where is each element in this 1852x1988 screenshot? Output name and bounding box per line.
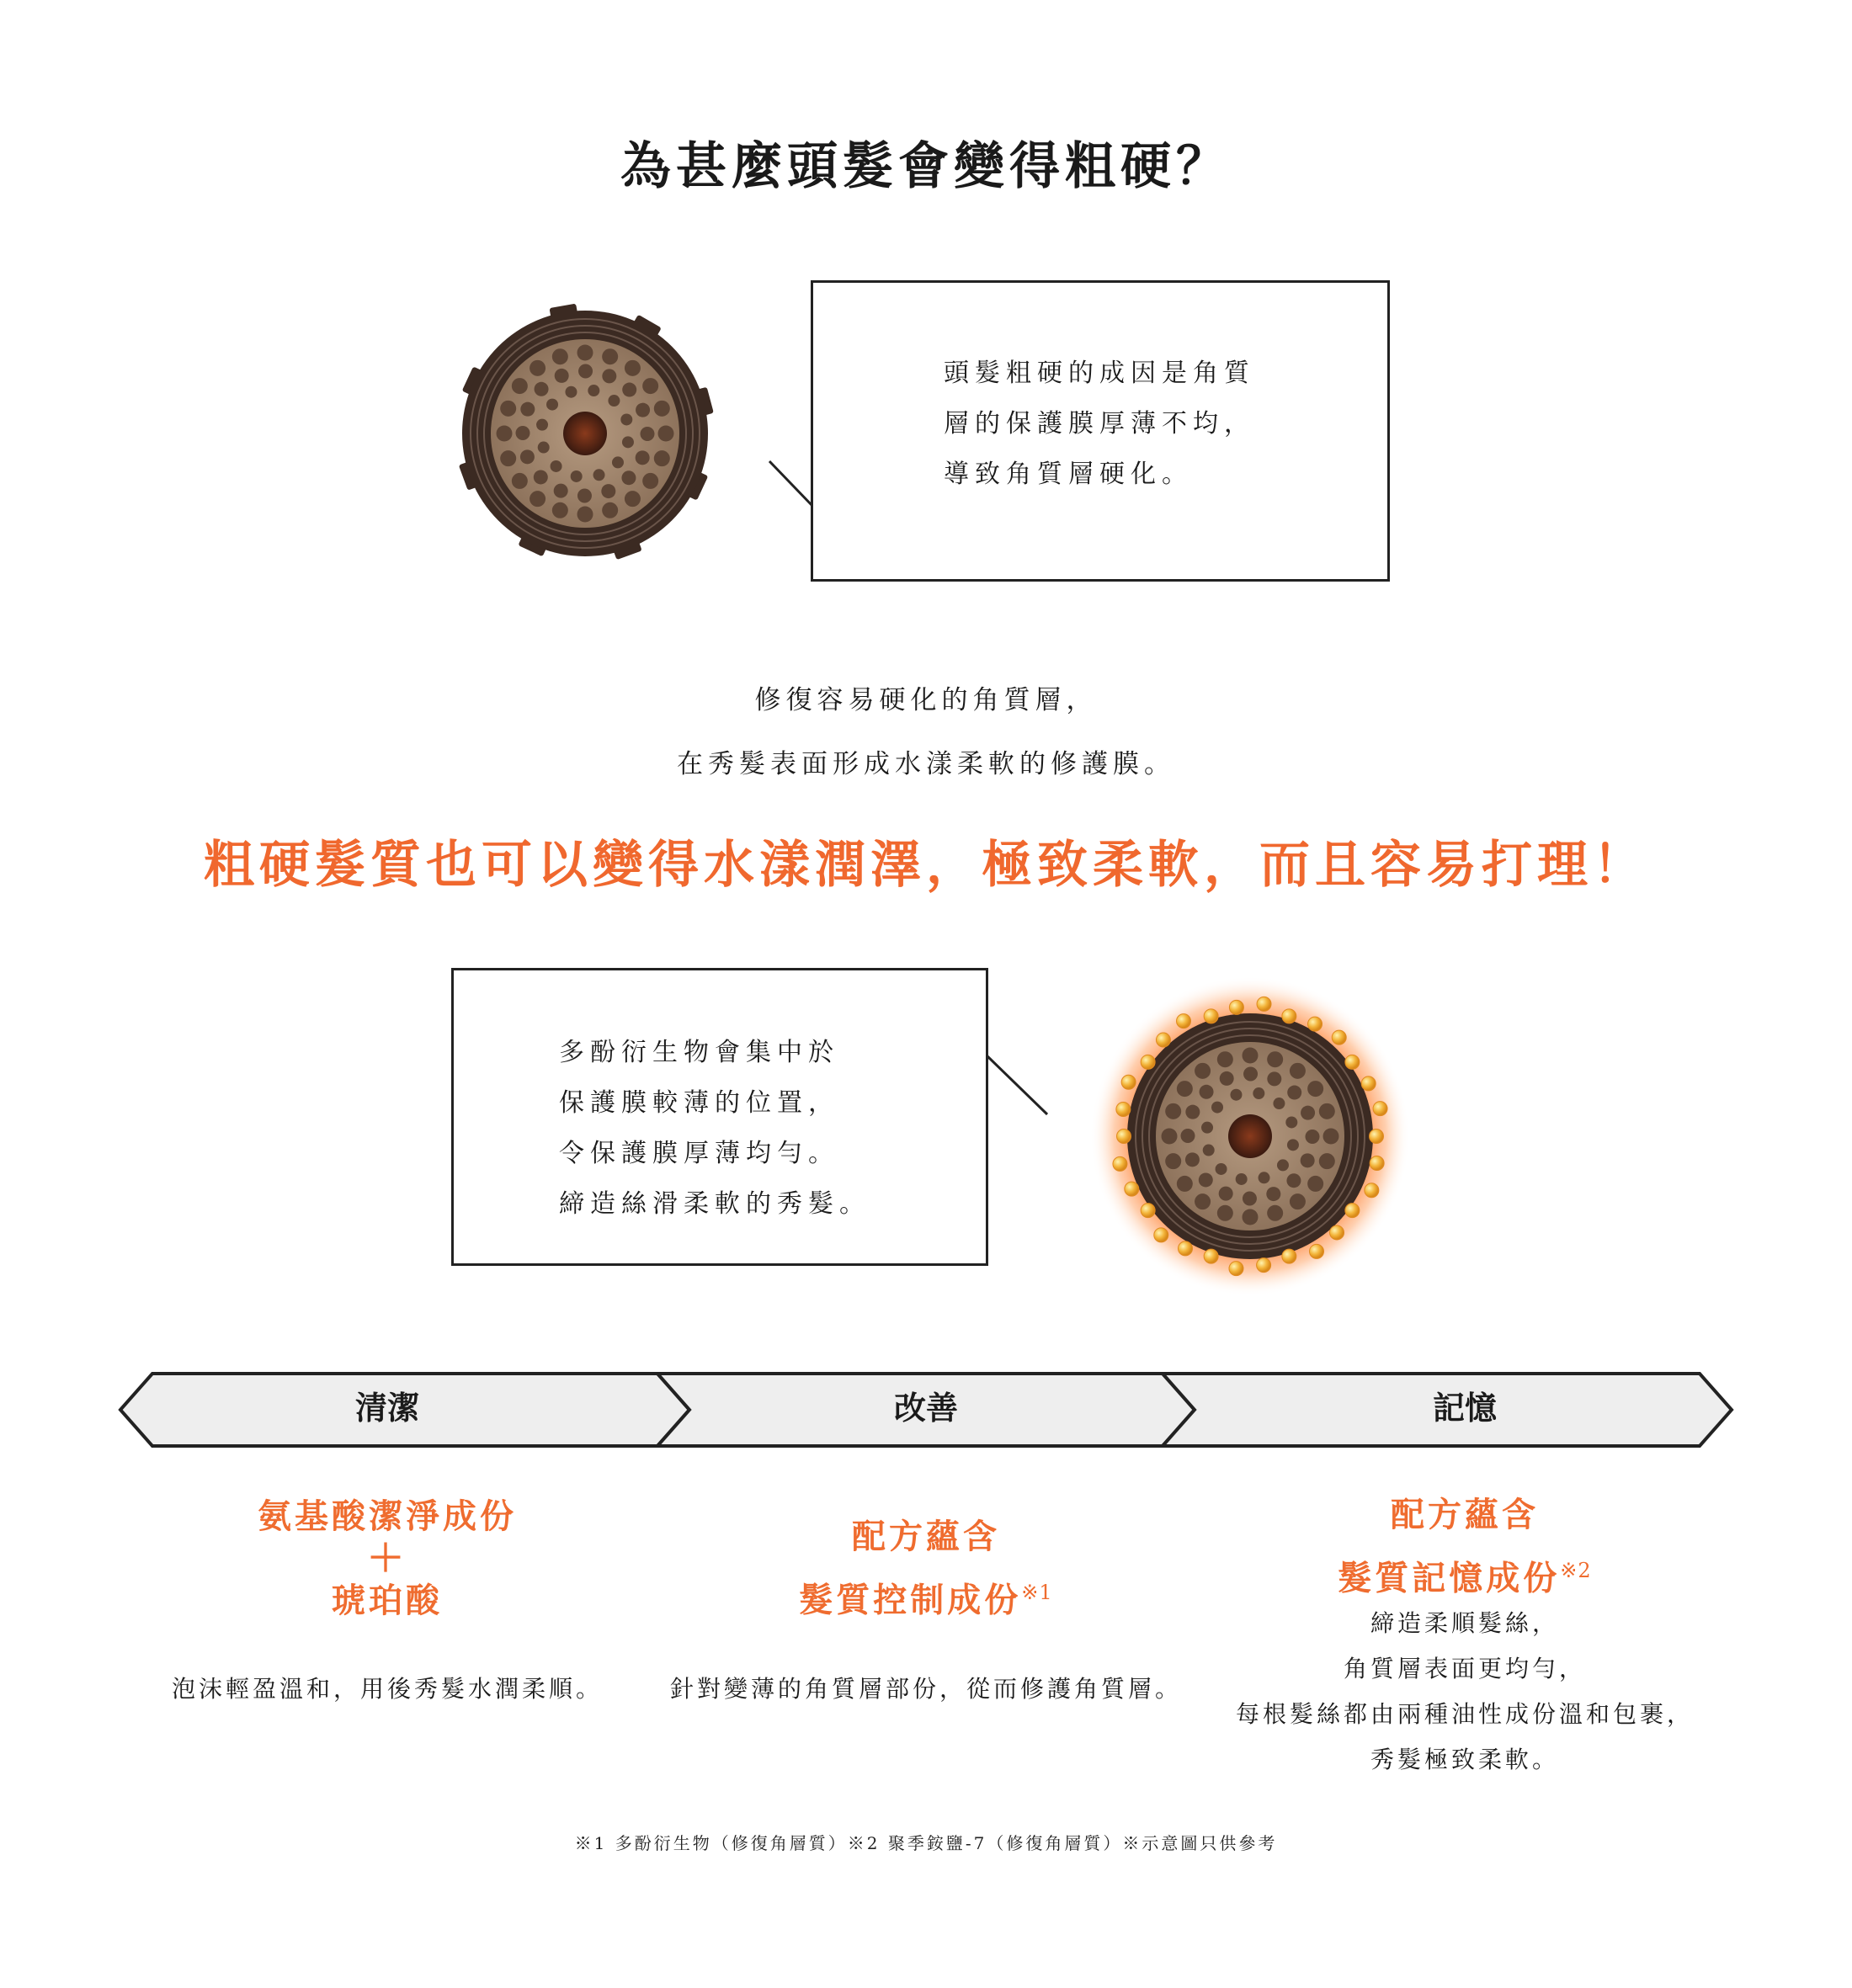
cortex-dot <box>577 507 593 523</box>
cortex-dot <box>1287 1086 1301 1100</box>
heading-text: 髮質控制成份 <box>799 1580 1022 1620</box>
cortex-dot <box>1236 1173 1248 1185</box>
bubble-text <box>944 348 1255 500</box>
protective-bead <box>1154 1228 1168 1242</box>
cortex-dot <box>1301 1106 1315 1120</box>
cortex-dot <box>1273 1098 1285 1109</box>
heading-line: 氨基酸潔淨成份 <box>258 1496 517 1536</box>
cortex-dot <box>612 456 624 468</box>
cortex-dot <box>1323 1129 1339 1145</box>
desc-line: 泡沫輕盈溫和，用後秀髮水潤柔順。 <box>171 1675 603 1703</box>
protective-bead <box>1229 1000 1243 1014</box>
cortex-dot <box>1220 1071 1234 1086</box>
cortex-dot <box>520 402 535 417</box>
hair-cross-section-icon <box>455 303 716 564</box>
cortex-dot <box>1277 1159 1289 1171</box>
cortex-dot <box>1211 1102 1223 1114</box>
bubble-text <box>559 1028 870 1230</box>
tab-memory: 記憶 <box>1432 1390 1497 1427</box>
cortex-dot <box>512 473 528 489</box>
protective-bead <box>1330 1225 1344 1240</box>
headline: 粗硬髮質也可以變得水漾潤澤，極致柔軟，而且容易打理！ <box>204 836 1648 895</box>
cortex-dot <box>530 360 545 376</box>
protective-bead <box>1141 1204 1155 1218</box>
bubble-line: 締造絲滑柔軟的秀髮。 <box>559 1189 870 1219</box>
cortex-dot <box>1305 1130 1319 1144</box>
cortex-dot <box>1319 1153 1335 1169</box>
cortex-dot <box>636 450 650 465</box>
cortex-dot <box>602 502 618 518</box>
cortex-dot <box>1181 1129 1195 1143</box>
bubble-line: 令保護膜厚薄均勻。 <box>559 1139 839 1168</box>
cortex-dot <box>1301 1153 1315 1167</box>
protective-bead <box>1345 1204 1360 1218</box>
heading-text: 髮質記憶成份 <box>1338 1558 1561 1598</box>
cortex-dot <box>1177 1081 1193 1097</box>
protective-bead <box>1117 1130 1131 1144</box>
protective-bead <box>1308 1017 1322 1031</box>
cortex-dot <box>1217 1205 1233 1221</box>
cortex-dot <box>1165 1153 1181 1169</box>
cortex-dot <box>1195 1193 1211 1209</box>
cortex-dot <box>1177 1176 1193 1192</box>
cortex-dot <box>1230 1089 1242 1101</box>
cortex-dot <box>500 450 516 466</box>
cortex-dot <box>534 470 548 484</box>
cortex-dot <box>565 386 577 398</box>
footnote: ※1 多酚衍生物（修復角層質）※2 聚季銨鹽-7（修復角層質）※示意圖只供參考 <box>574 1833 1278 1853</box>
cortex-dot <box>622 436 634 448</box>
cortex-dot <box>1285 1116 1297 1128</box>
cortex-dot <box>1185 1152 1200 1167</box>
cortex-dot <box>1267 1071 1281 1086</box>
protective-bead <box>1370 1130 1384 1144</box>
cortex-dot <box>535 382 549 396</box>
protective-bead <box>1204 1249 1218 1263</box>
explanation-bubble <box>811 280 1390 582</box>
protective-bead <box>1179 1241 1193 1256</box>
cortex-dot <box>1307 1176 1323 1192</box>
cortex-dot <box>654 450 670 466</box>
cortex-dot <box>1243 1067 1258 1082</box>
cortex-dot <box>593 469 605 481</box>
cortex-dot <box>622 383 636 397</box>
protective-bead <box>1229 1262 1243 1276</box>
protective-bead <box>1332 1030 1346 1044</box>
tab-cleanse: 清潔 <box>354 1390 419 1427</box>
protective-bead <box>1370 1156 1384 1171</box>
cortex-dot <box>536 419 548 431</box>
cortex-dot <box>1259 1172 1270 1183</box>
step-heading <box>135 1491 640 1626</box>
heading-line <box>673 1567 1179 1625</box>
step-heading <box>673 1512 1179 1625</box>
protective-bead <box>1282 1249 1296 1263</box>
explanation-bubble <box>451 968 988 1266</box>
desc-line: 每根髮絲都由兩種油性成份溫和包裹， <box>1235 1700 1694 1728</box>
step-description <box>1195 1601 1734 1783</box>
cortex-dot <box>577 488 592 502</box>
cortex-dot <box>602 348 618 364</box>
cortex-dot <box>1199 1172 1213 1187</box>
cortex-dot <box>1162 1129 1178 1145</box>
cortex-dot <box>554 484 568 498</box>
protective-bead <box>1125 1182 1139 1196</box>
cortex-dot <box>642 473 658 489</box>
cortex-dot <box>608 395 620 407</box>
protective-bead <box>1310 1244 1324 1258</box>
bubble-line: 層的保護膜厚薄不均， <box>944 409 1255 439</box>
step-description <box>118 1666 657 1712</box>
cortex-dot <box>578 364 593 379</box>
cortex-dot <box>500 401 516 417</box>
protective-bead <box>1282 1009 1296 1023</box>
heading-line: 琥珀酸 <box>332 1581 443 1620</box>
cortex-dot <box>625 360 641 376</box>
protective-bead <box>1121 1075 1136 1089</box>
cortex-dot <box>1267 1051 1283 1067</box>
cortex-dot <box>571 470 583 482</box>
cortex-dot <box>497 426 513 442</box>
page-title: 為甚麼頭髮會變得粗硬？ <box>620 137 1232 196</box>
step-description <box>657 1666 1195 1712</box>
cortex-dot <box>1253 1087 1264 1099</box>
heading-line: 配方蘊含 <box>852 1517 1000 1556</box>
cortex-dot <box>1243 1209 1259 1225</box>
cortex-dot <box>1286 1173 1301 1188</box>
cortex-dot <box>654 401 670 417</box>
desc-line: 針對變薄的角質層部份，從而修護角質層。 <box>669 1675 1182 1703</box>
tab-improve: 改善 <box>893 1390 958 1427</box>
cortex-dot <box>1287 1139 1299 1151</box>
cortex-dot <box>658 426 674 442</box>
cortex-dot <box>1243 1048 1259 1064</box>
cortex-dot <box>1219 1187 1233 1201</box>
protective-bead <box>1116 1102 1131 1116</box>
desc-line: 角質層表面更均勻， <box>1343 1655 1586 1682</box>
cortex-dot <box>538 442 550 454</box>
cortex-dot <box>588 385 599 396</box>
cortex-dot <box>1290 1063 1306 1079</box>
heading-line: 配方蘊含 <box>1391 1495 1539 1534</box>
protective-bead <box>1345 1055 1360 1069</box>
intro-line: 在秀髮表面形成水漾柔軟的修護膜。 <box>677 749 1175 779</box>
cortex-dot <box>546 399 558 411</box>
cortex-dot <box>512 378 528 394</box>
footnote-marker: ※2 <box>1560 1559 1592 1582</box>
cortex-dot <box>552 502 568 518</box>
bubble-pointer <box>766 454 817 513</box>
hair-cross-section-glow-icon <box>1086 972 1414 1300</box>
cortex-dot <box>1290 1193 1306 1209</box>
protective-bead <box>1156 1033 1170 1047</box>
cortex-dot <box>1203 1145 1215 1156</box>
cortex-dot <box>530 491 545 507</box>
cortex-dot <box>551 460 562 472</box>
cortex-dot <box>1185 1105 1200 1119</box>
cortex-dot <box>642 378 658 394</box>
step-heading <box>1212 1490 1717 1603</box>
cortex-dot <box>601 484 615 498</box>
cortex-dot <box>640 427 654 441</box>
desc-line: 締造柔順髮絲， <box>1370 1609 1559 1637</box>
cortex-dot <box>1307 1081 1323 1097</box>
cortex-dot <box>577 345 593 361</box>
intro-line: 修復容易硬化的角質層， <box>754 685 1098 715</box>
protective-bead <box>1113 1156 1127 1171</box>
cortex-dot <box>1165 1103 1181 1119</box>
bubble-line: 保護膜較薄的位置， <box>559 1088 839 1118</box>
heading-line: ＋ <box>367 1537 407 1580</box>
cortex-dot <box>621 470 636 485</box>
cortex-dot <box>1243 1191 1257 1205</box>
cortex-dot <box>516 426 530 440</box>
cortex-dot <box>1319 1103 1335 1119</box>
bubble-line: 導致角質層硬化。 <box>944 460 1193 489</box>
footnote-marker: ※1 <box>1021 1581 1053 1604</box>
protective-bead <box>1361 1076 1376 1091</box>
cortex-dot <box>602 369 616 383</box>
protective-bead <box>1373 1102 1387 1116</box>
cortex-dot <box>1195 1063 1211 1079</box>
cortex-dot <box>1201 1122 1213 1134</box>
protective-bead <box>1204 1009 1218 1023</box>
protective-bead <box>1177 1014 1191 1029</box>
desc-line: 秀髮極致柔軟。 <box>1370 1746 1559 1773</box>
bubble-line: 頭髮粗硬的成因是角質 <box>944 359 1255 388</box>
bubble-line: 多酚衍生物會集中於 <box>559 1038 839 1067</box>
cortex-dot <box>636 403 650 417</box>
protective-bead <box>1257 1258 1271 1273</box>
cortex-dot <box>1216 1163 1227 1175</box>
protective-bead <box>1257 997 1271 1011</box>
protective-bead <box>1365 1183 1379 1198</box>
protective-bead <box>1141 1055 1155 1069</box>
cortex-dot <box>520 449 535 464</box>
cortex-dot <box>625 491 641 507</box>
bubble-pointer <box>985 1052 1052 1119</box>
cortex-dot <box>1267 1205 1283 1221</box>
cortex-dot <box>552 348 568 364</box>
cortex-dot <box>1217 1051 1233 1067</box>
cortex-dot <box>555 369 569 383</box>
heading-line <box>1212 1545 1717 1603</box>
cortex-dot <box>620 413 632 425</box>
cortex-dot <box>1266 1187 1280 1201</box>
cortex-dot <box>1200 1085 1214 1099</box>
